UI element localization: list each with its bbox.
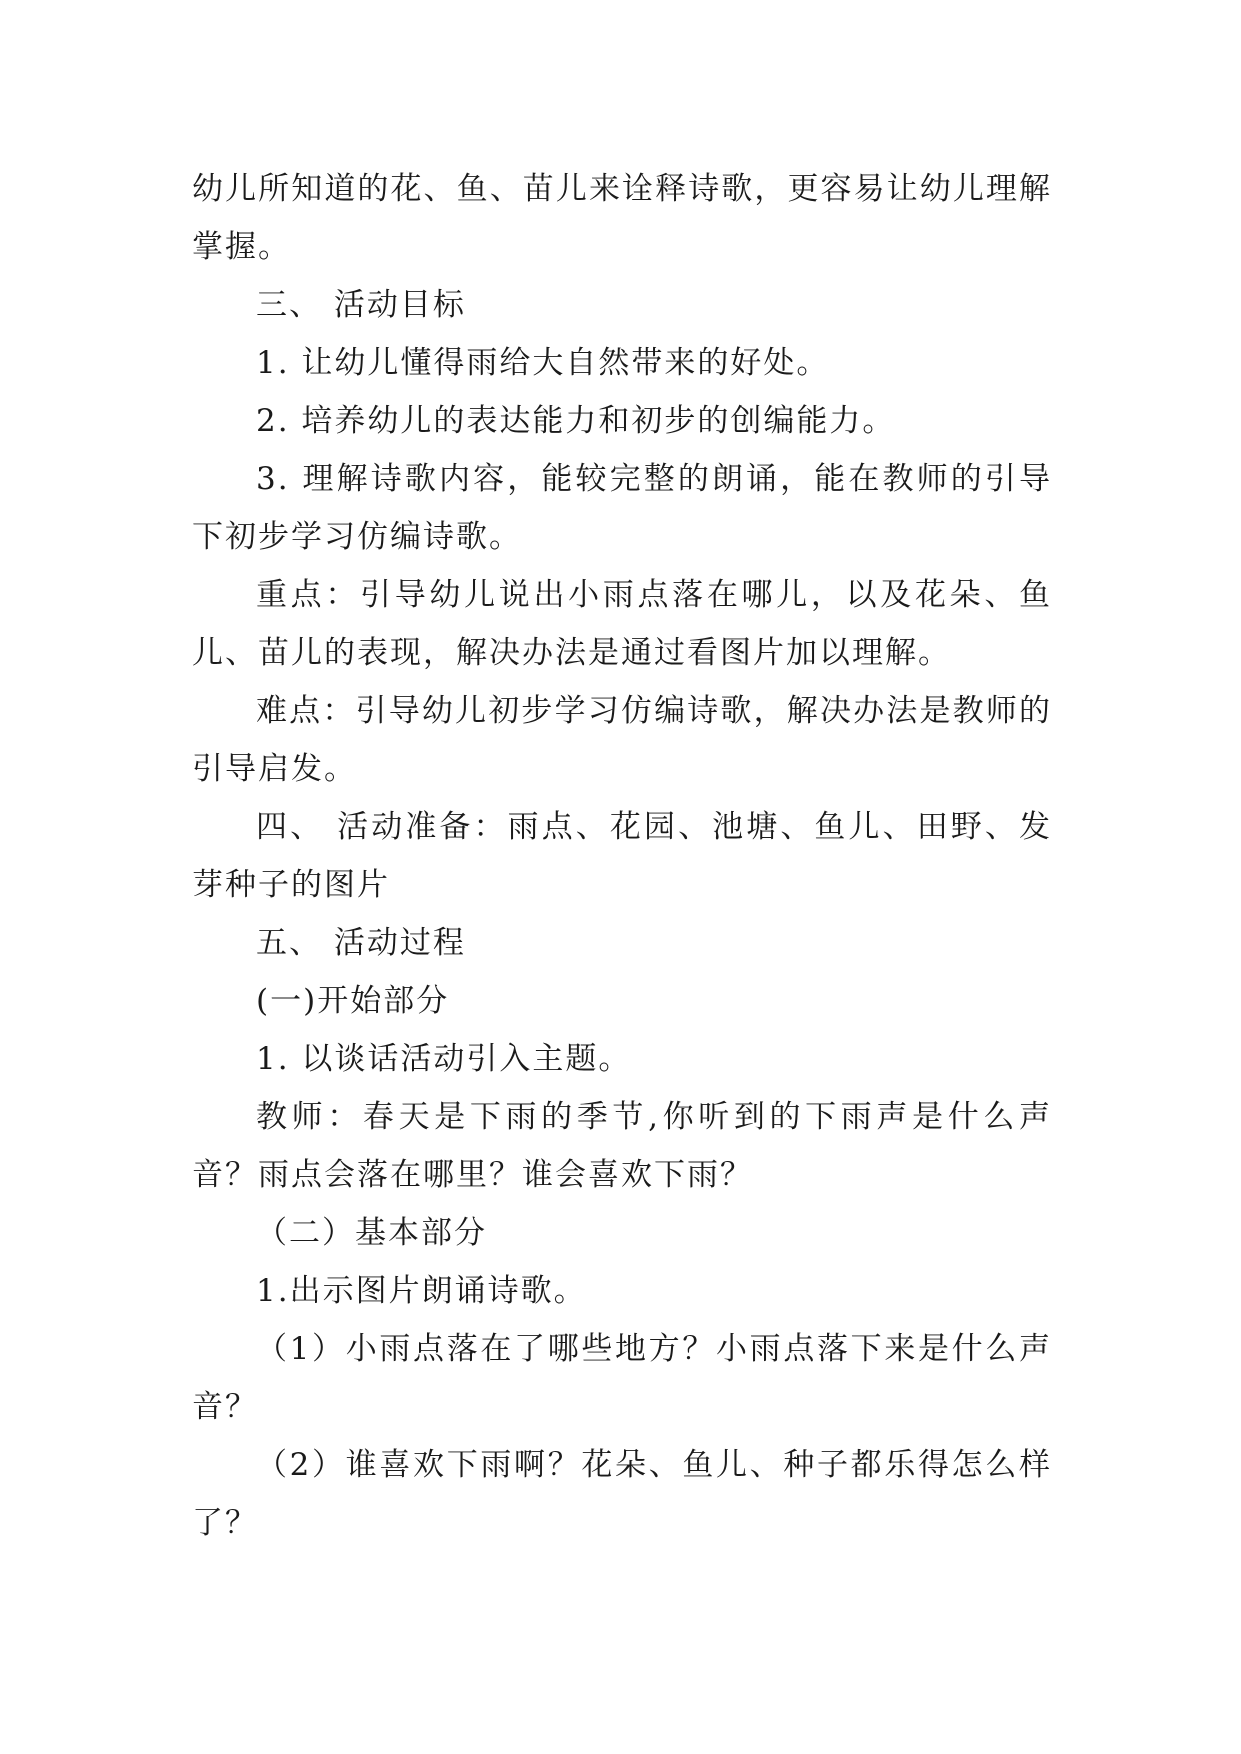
question-2: （2）谁喜欢下雨啊？花朵、鱼儿、种子都乐得怎么样了？	[192, 1447, 1052, 1541]
document-body	[192, 160, 1052, 1552]
section-heading-process: 五、 活动过程	[256, 925, 466, 961]
goal-item-2: 2. 培养幼儿的表达能力和初步的创编能力。	[256, 403, 896, 439]
teacher-dialogue: 教师：春天是下雨的季节,你听到的下雨声是什么声音？雨点会落在哪里？谁会喜欢下雨？	[192, 1099, 1052, 1193]
key-point-paragraph: 重点：引导幼儿说出小雨点落在哪儿，以及花朵、鱼儿、苗儿的表现，解决办法是通过看图片加以理解。	[192, 577, 1052, 671]
subsection-heading-basic: （二）基本部分	[256, 1215, 487, 1251]
goal-item-3: 3. 理解诗歌内容，能较完整的朗诵，能在教师的引导下初步学习仿编诗歌。	[192, 461, 1052, 555]
section-heading-preparation: 四、 活动准备：雨点、花园、池塘、鱼儿、田野、发芽种子的图片	[192, 809, 1052, 903]
paragraph-continuation: 幼儿所知道的花、鱼、苗儿来诠释诗歌，更容易让幼儿理解掌握。	[192, 171, 1052, 265]
question-1: （1）小雨点落在了哪些地方？小雨点落下来是什么声音？	[192, 1331, 1052, 1425]
goal-item-1: 1. 让幼儿懂得雨给大自然带来的好处。	[256, 345, 830, 381]
difficult-point-paragraph: 难点：引导幼儿初步学习仿编诗歌，解决办法是教师的引导启发。	[192, 693, 1052, 787]
subsection-heading-start: (一)开始部分	[256, 983, 450, 1019]
process-item-1: 1. 以谈话活动引入主题。	[256, 1041, 632, 1077]
section-heading-goals: 三、 活动目标	[256, 287, 466, 323]
basic-item-1: 1.出示图片朗诵诗歌。	[256, 1273, 587, 1309]
